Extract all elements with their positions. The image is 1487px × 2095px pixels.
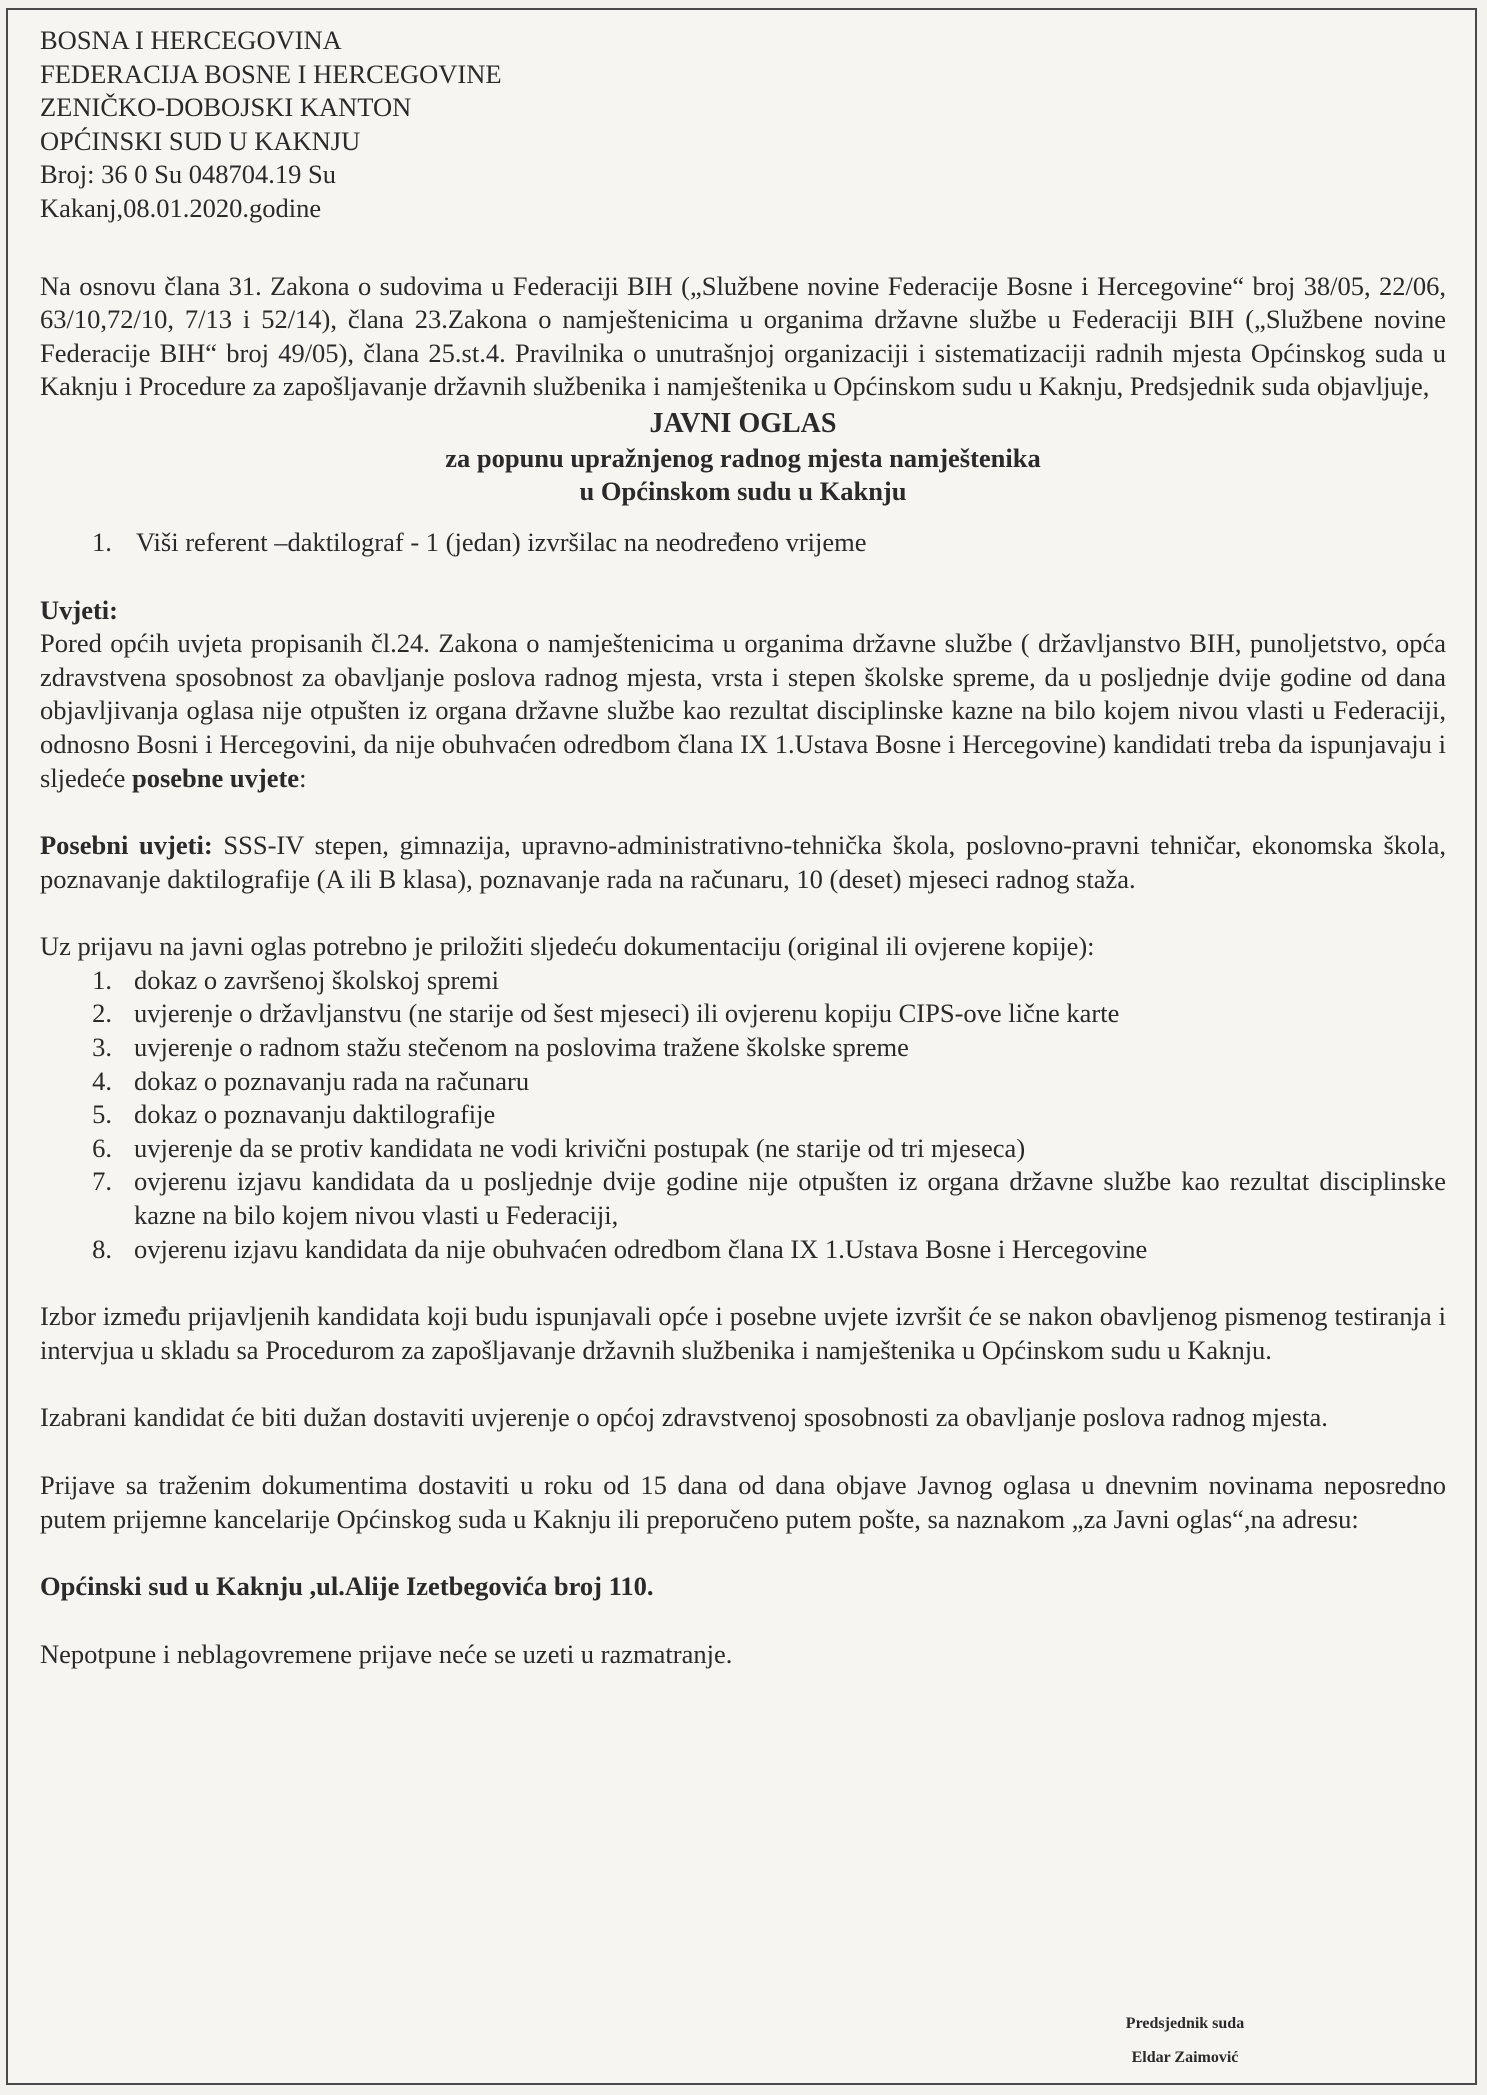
health-paragraph: Izabrani kandidat će biti dužan dostaviti uvjerenje o općoj zdravstvenoj sposobnosti za obavljanje poslova radnog mjesta. [40,1402,1328,1433]
conditions-heading: Uvjeti: [40,594,118,625]
special-conditions-label: Posebni uvjeti: [40,830,213,861]
selection-paragraph: Izbor između prijavljenih kandidata koji budu ispunjavali opće i posebne uvjete izvršit će se nakon obavljenog pismenog testiranja i intervjua u skladu sa Procedurom za zapošljavanje državnih službenika i namještenika u Općinskom sudu u Kaknju. [40,1301,1446,1365]
list-item: 2. uvjerenje o državljanstvu (ne starije od šest mjeseci) ili ovjerenu kopiju CIPS-ove lične karte [92,998,1120,1029]
signature-name: Eldar Zaimović [1131,2049,1239,2066]
special-conditions-text: SSS-IV stepen, gimnazija, upravno-administrativno-tehnička škola, poslovno-pravni tehničar, ekonomska škola, poznavanje daktilografije (A ili B klasa), poznavanje rada na računaru, 10 (deset) mjeseci radnog staža. [40,830,1447,894]
court-address: Općinski sud u Kaknju ,ul.Alije Izetbegovića broj 110. [40,1571,654,1602]
conditions-end: : [299,762,307,793]
notice-title: JAVNI OGLAS [649,407,837,439]
header-canton: ZENIČKO-DOBOJSKI KANTON [40,92,412,123]
signature-title: Predsjednik suda [1125,2015,1245,2032]
submission-paragraph: Prijave sa traženim dokumentima dostaviti u roku od 15 dana od dana objave Javnog oglasa u dnevnim novinama neposredno putem prijemne kancelarije Općinskog suda u Kaknju ili preporučeno putem pošte, sa naznakom „za Javni oglas“,na adresu: [40,1470,1446,1534]
signature-block [1045,2007,1325,2075]
position-item [92,526,1446,560]
documents-intro: Uz prijavu na javni oglas potrebno je priložiti sljedeću dokumentaciju (original ili ovjerene kopije): [40,931,1095,962]
conditions-special-label: posebne uvjete [131,762,300,793]
position-number: 1. [92,526,112,557]
special-conditions-paragraph [40,829,1446,896]
position-text: Viši referent –daktilograf - 1 (jedan) izvršilac na neodređeno vrijeme [136,526,867,557]
list-item: 4. dokaz o poznavanju rada na računaru [92,1065,530,1096]
notice-subtitle-1: za popunu upražnjenog radnog mjesta namještenika [445,442,1041,473]
header-federation: FEDERACIJA BOSNE I HERCEGOVINE [40,58,502,89]
documents-list [40,964,1446,1266]
list-item: 8. ovjerenu izjavu kandidata da nije obuhvaćen odredbom člana IX 1.Ustava Bosne i Hercegovine [92,1233,1148,1264]
list-item: 7. ovjerenu izjavu kandidata da u posljednje dvije godine nije otpušten iz organa državne službe kao rezultat disciplinske kazne na bilo kojem nivou vlasti u Federaciji, [92,1166,1446,1231]
notice-subtitle-2: u Općinskom sudu u Kaknju [579,475,907,506]
list-item: 3. uvjerenje o radnom stažu stečenom na poslovima tražene školske spreme [92,1032,909,1063]
incomplete-notice: Nepotpune i neblagovremene prijave neće se uzeti u razmatranje. [40,1638,733,1669]
conditions-paragraph [40,627,1446,795]
document-number: Broj: 36 0 Su 048704.19 Su [40,159,336,190]
document-date: Kakanj,08.01.2020.godine [40,192,322,223]
header-court: OPĆINSKI SUD U KAKNJU [40,125,361,156]
list-item: 6. uvjerenje da se protiv kandidata ne vodi krivični postupak (ne starije od tri mjeseca) [92,1132,1026,1163]
list-item: 5. dokaz o poznavanju daktilografije [92,1099,496,1130]
intro-paragraph: Na osnovu člana 31. Zakona o sudovima u Federaciji BIH („Službene novine Federacije Bosne i Hercegovine“ broj 38/05, 22/06, 63/10,72/10, 7/13 i 52/14), člana 23.Zakona o namještenicima u organima državne službe u Federaciji BIH („Službene novine Federacije BIH“ broj 49/05), člana 25.st.4. Pravilnika o unutrašnjoj organizaciji i sistematizaciji radnih mjesta Općinskog suda u Kaknju i Procedure za zapošljavanje državnih službenika i namještenika u Općinskom sudu u Kaknju, Predsjednik suda objavljuje, [40,270,1446,402]
document-header [40,24,1446,226]
document-body [40,24,1446,1671]
header-country: BOSNA I HERCEGOVINA [40,25,342,55]
document-frame [6,8,1477,2085]
list-item: 1. dokaz o završenoj školskoj spremi [92,964,500,995]
conditions-text: Pored općih uvjeta propisanih čl.24. Zakona o namještenicima u organima državne službe ( državljanstvo BIH, punoljetstvo, opća zdravstvena sposobnost za obavljanje poslova radnog mjesta, vrsta i stepen školske spreme, da u posljednje dvije godine od dana objavljivanja oglasa nije otpušten iz organa državne službe kao rezultat disciplinske kazne na bilo kojem nivou vlasti u Federaciji, odnosno Bosni i Hercegovini, da nije obuhvaćen odredbom člana IX 1.Ustava Bosne i Hercegovine) kandidati treba da ispunjavaju i sljedeće [40,628,1446,793]
